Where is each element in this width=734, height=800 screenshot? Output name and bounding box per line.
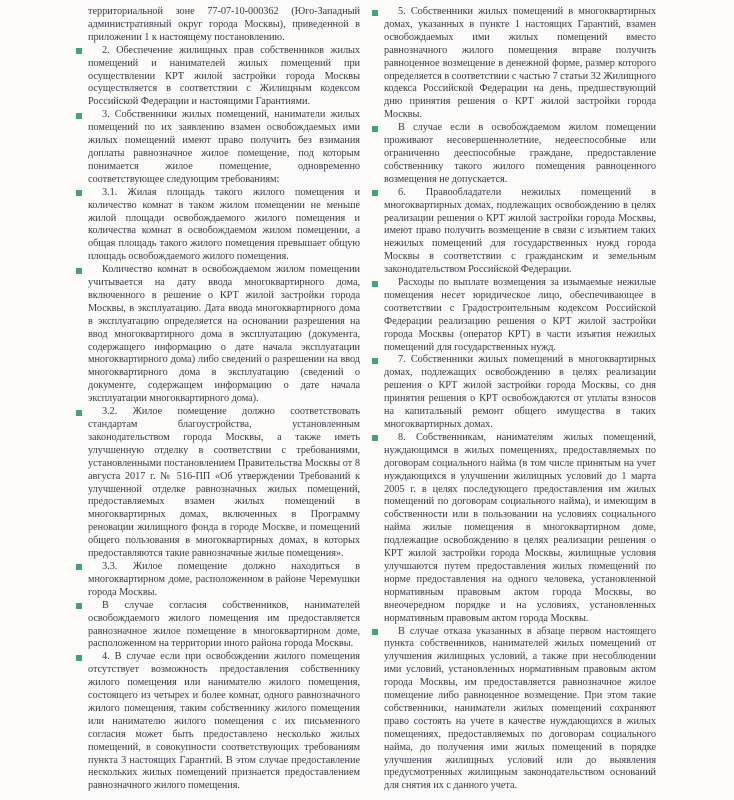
paragraph-marker-icon — [372, 10, 378, 16]
paragraph — [88, 600, 360, 652]
paragraph-marker-icon — [76, 190, 82, 196]
paragraph-marker-icon — [372, 435, 378, 441]
paragraph-text: Расходы по выплате возмещения за изымаемые нежилые помещения несет юридическое лицо, обеспечивающее в соответствии с Градостроительным кодексом Российской Федерации реализацию решения о КРТ жилой застройки города Москвы (оператор КРТ) в части изъятия нежилых помещений для государственных нужд. — [384, 277, 656, 353]
paragraph-text: 5. Собственники жилых помещений в многоквартирных домах, указанных в пункте 1 настоящих Гарантий, взамен освобождаемых ими жилых помещений вместо равнозначного жилого помещения вправе получить равноценное возмещение в денежной форме, размер которого определяется в соответствии с частью 7 статьи 32 Жилищного кодекса Российской Федерации на день, предшествующий дню принятия решения о КРТ жилой застройки города Москвы. — [384, 6, 656, 121]
paragraph — [384, 187, 656, 277]
paragraph-marker-icon — [76, 113, 82, 119]
paragraph-marker-icon — [76, 268, 82, 274]
paragraph — [384, 122, 656, 187]
paragraph-marker-icon — [372, 358, 378, 364]
paragraph-marker-icon — [372, 629, 378, 635]
paragraph-text: территориальной зоне 77-07-10-000362 (Юго-Западный административный округ города Москвы), приведенной в приложении 1 к настоящему постановлению. — [88, 6, 360, 43]
paragraph-text: 3.2. Жилое помещение должно соответствовать стандартам благоустройства, установленным законодательством города Москвы, а также иметь улучшенную отделку в соответствии с требованиями, установленными постановлением Правительства Москвы от 8 августа 2017 г. № 516-ПП «Об утверждении Требований к улучшенной отделке равнозначных жилых помещений, предоставляемых взамен жилых помещений в многоквартирных домах, включенных в Программу реновации жилищного фонда в городе Москве, и помещений общего пользования в многоквартирных домах, в которых предоставляются такие равнозначные жилые помещения». — [88, 406, 360, 560]
paragraph-text: 3.1. Жилая площадь такого жилого помещения и количество комнат в таком жилом помещении не меньше жилой площади освобождаемого жилого помещения и количества комнат в освобождаемом жилом помещении, а общая площадь такого жилого помещения превышает общую площадь освобождаемого жилого помещения. — [88, 186, 360, 263]
paragraph-marker-icon — [76, 603, 82, 609]
paragraph — [88, 187, 360, 264]
paragraph — [88, 45, 360, 110]
paragraph-marker-icon — [372, 281, 378, 287]
paragraph-text: В случае отказа указанных в абзаце первом настоящего пункта собственников, нанимателей жилых помещений от улучшения жилищных условий, а также при несоблюдении ими условий, установленных нормативным правовым актом города Москвы, им предоставляется равнозначное жилое помещение либо равноценное возмещение. При этом такие собственники, наниматели жилых помещений сохраняют право состоять на учете в качестве нуждающихся в жилых помещениях, предоставляемых по договорам социального найма, до получения ими жилых помещений в порядке улучшения жилищных условий или до выявления предусмотренных жилищным законодательством оснований для снятия их с данного учета. — [384, 625, 656, 792]
text-column-left — [88, 6, 360, 793]
paragraph — [88, 6, 360, 45]
paragraph — [384, 6, 656, 122]
paragraph-text: 8. Собственникам, нанимателям жилых помещений, нуждающимся в жилых помещениях, предоставляемых по договорам социального найма (в том числе принятым на учет нуждающихся в улучшении жилищных условий до 1 марта 2005 г. в целях последующего предоставления им жилых помещений по договорам социального найма), и имеющим в собственности или в пользовании на условиях социального найма жилые помещения в многоквартирном доме, подлежащие освобождению в целях реализации решения о КРТ жилой застройки города Москвы, жилищные условия улучшаются путем предоставления жилых помещений по норме предоставления на одного человека, установленной нормативным правовым актом города Москвы, во внеочередном порядке и на условиях, установленных нормативным правовым актом города Москвы. — [384, 431, 656, 624]
paragraph — [88, 561, 360, 600]
two-column-layout — [88, 6, 656, 793]
paragraph-marker-icon — [372, 126, 378, 132]
text-column-right — [384, 6, 656, 793]
paragraph-marker-icon — [76, 48, 82, 54]
paragraph-text: 6. Правообладатели нежилых помещений в многоквартирных домах, подлежащих освобождению в целях реализации решения о КРТ жилой застройки города Москвы, имеют право получить возмещение в связи с изъятием таких нежилых помещений для государственных нужд города Москвы в соответствии с гражданским и земельным законодательством Российской Федерации. — [384, 186, 656, 276]
paragraph-marker-icon — [76, 410, 82, 416]
paragraph — [88, 406, 360, 561]
paragraph-text: 4. В случае если при освобождении жилого помещения отсутствует возможность предоставления собственнику жилого помещения или нанимателю жилого помещения, состоящего из четырех и более комнат, одного равнозначного жилого помещения, таким собственнику жилого помещения или нанимателю жилого помещения с их письменного согласия может быть предоставлено несколько жилых помещений, в совокупности соответствующих требованиям пункта 3 настоящих Гарантий. В этом случае предоставление нескольких жилых помещений признается предоставлением равнозначного жилого помещения. — [88, 651, 360, 792]
paragraph-text: 3.3. Жилое помещение должно находиться в многоквартирном доме, расположенном в районе Черемушки города Москвы. — [88, 560, 360, 598]
paragraph — [384, 626, 656, 794]
paragraph-text: Количество комнат в освобождаемом жилом помещении учитывается на дату ввода многоквартирного дома, включенного в решение о КРТ жилой застройки города Москвы, в эксплуатацию. Дата ввода многоквартирного дома в эксплуатацию определяется на основании разрешения на ввод многоквартирного дома в эксплуатацию (документа, содержащего информацию о дате начала эксплуатации многоквартирного дома) либо сведений о разрешении на ввод многоквартирного дома в эксплуатацию (сведений о документе, содержащем информацию о дате начала эксплуатации многоквартирного дома). — [88, 264, 360, 405]
paragraph-text: 2. Обеспечение жилищных прав собственников жилых помещений и нанимателей жилых помещений при осуществлении КРТ жилой застройки города Москвы осуществляется в соответствии с Жилищным кодексом Российской Федерации и настоящими Гарантиями. — [88, 44, 360, 108]
paragraph-marker-icon — [76, 564, 82, 570]
paragraph — [88, 109, 360, 186]
paragraph-marker-icon — [372, 190, 378, 196]
paragraph-text: 3. Собственники жилых помещений, наниматели жилых помещений по их заявлению взамен освобождаемых ими жилых помещений имеют право получить без взимания доплаты равнозначное жилое помещение, под которым понимается жилое помещение, одновременно соответствующее следующим требованиям: — [88, 109, 360, 185]
paragraph — [384, 432, 656, 626]
paragraph-text: 7. Собственники жилых помещений в многоквартирных домах, подлежащих освобождению в целях реализации решения о КРТ жилой застройки города Москвы, со дня принятия решения о КРТ освобождаются от уплаты взносов на капитальный ремонт общего имущества в таких многоквартирных домах. — [384, 354, 656, 430]
paragraph-text: В случае если в освобождаемом жилом помещении проживают несовершеннолетние, недееспособные или ограниченно дееспособные граждане, предоставление собственнику такого жилого помещения равноценного возмещения не допускается. — [384, 122, 656, 185]
paragraph — [384, 354, 656, 431]
paragraph — [384, 277, 656, 354]
paragraph — [88, 264, 360, 406]
paragraph-marker-icon — [76, 655, 82, 661]
paragraph-text: В случае согласия собственников, нанимателей освобождаемого жилого помещения им предоставляется равнозначное жилое помещение в многоквартирном доме, расположенном на территории иного района города Москвы. — [88, 599, 360, 650]
paragraph — [88, 651, 360, 793]
